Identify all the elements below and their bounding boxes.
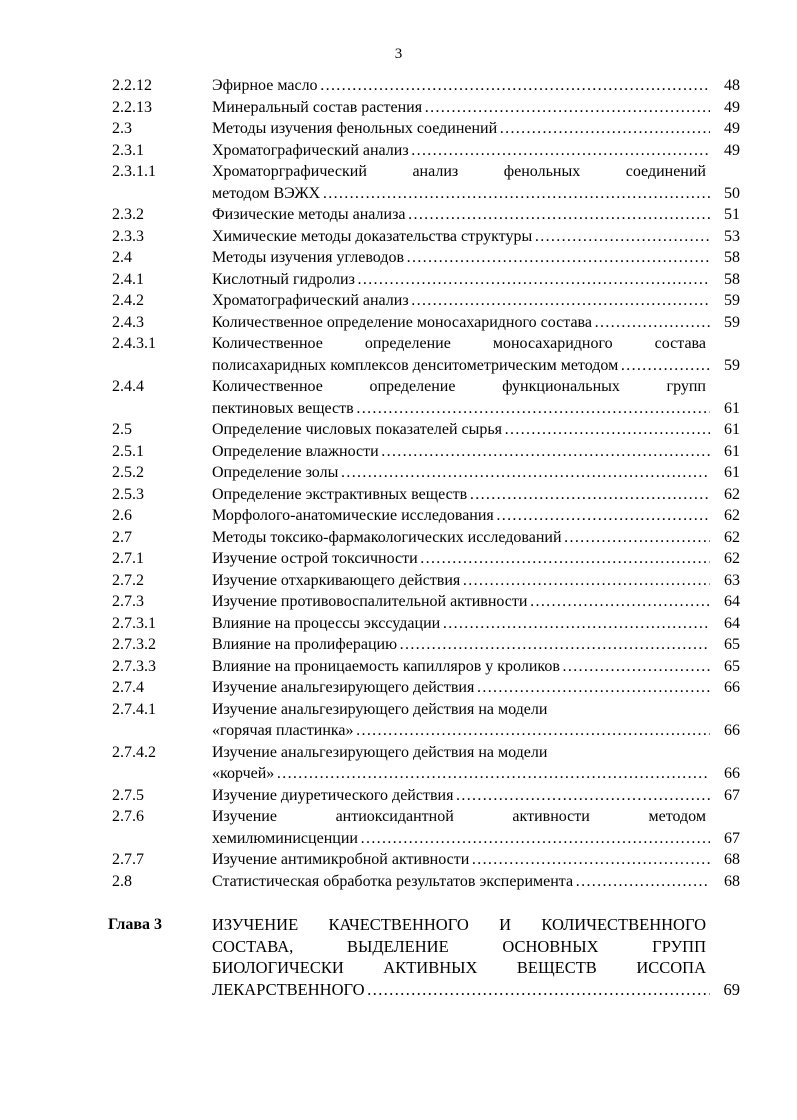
toc-entry: [0, 312, 797, 334]
entry-number: 2.7.3.2: [112, 636, 156, 653]
toc-entry: [0, 376, 797, 419]
entry-line: [212, 204, 740, 226]
toc-entry: [0, 204, 797, 226]
entry-line: [212, 763, 740, 785]
entry-line: [212, 183, 740, 205]
entry-number: 2.3.2: [112, 206, 144, 223]
entry-number: 2.7.2: [112, 571, 144, 589]
dot-leader: [564, 527, 710, 549]
entry-body: [212, 699, 740, 742]
entry-title: Методы токсико-фармакологических исследований: [212, 528, 562, 546]
entry-body: [212, 914, 740, 1000]
entry-line: [212, 656, 740, 678]
page-ref: 61: [724, 464, 740, 481]
entry-line: [212, 462, 740, 484]
page-ref: 58: [724, 270, 740, 288]
entry-body: [212, 806, 740, 849]
page-ref: 53: [724, 227, 740, 245]
toc-entry: [0, 290, 797, 312]
entry-body: [212, 849, 740, 871]
dot-leader: [276, 763, 710, 785]
entry-title: Химические методы доказательства структуры: [212, 227, 533, 245]
dot-leader: [407, 204, 710, 226]
entry-number: 2.5.2: [112, 464, 144, 481]
entry-title: Влияние на процессы экссудации: [212, 614, 441, 632]
toc-entry: [0, 161, 797, 204]
entry-title: Физические методы анализа: [212, 206, 406, 223]
entry-body: [212, 269, 740, 291]
dot-leader: [442, 613, 710, 635]
entry-body: [212, 140, 740, 162]
toc-entry: [0, 441, 797, 463]
page-ref: 66: [724, 679, 740, 696]
toc-entry: [0, 247, 797, 269]
entry-number: 2.3.1.1: [112, 163, 156, 180]
toc-entry: [0, 419, 797, 441]
entry-number: 2.7.4.1: [112, 700, 156, 718]
entry-line: Количественное определение функциональных групп: [212, 378, 706, 395]
toc-entry: [0, 656, 797, 678]
entry-title: Эфирное масло: [212, 77, 318, 94]
entry-number: 2.7.3.3: [112, 657, 156, 675]
dot-leader: [406, 247, 710, 269]
entry-number: 2.7.4.2: [112, 743, 156, 761]
entry-title: Кислотный гидролиз: [212, 270, 355, 288]
entry-line: [212, 355, 740, 377]
dot-leader: [575, 871, 710, 893]
entry-number: 2.7.6: [112, 808, 144, 825]
entry-title: методом ВЭЖХ: [212, 184, 321, 202]
entry-number: 2.5.3: [112, 485, 144, 503]
dot-leader: [322, 183, 710, 205]
entry-body: [212, 75, 740, 97]
page-ref: 63: [724, 571, 740, 589]
page-ref: 66: [724, 722, 740, 739]
entry-title: Изучение острой токсичности: [212, 550, 418, 567]
entry-title: Методы изучения фенольных соединений: [212, 120, 498, 137]
dot-leader: [424, 97, 710, 119]
dot-leader: [411, 290, 710, 312]
entry-number: 2.7.5: [112, 786, 144, 804]
entry-number: 2.4.4: [112, 378, 144, 395]
dot-leader: [420, 548, 710, 570]
toc-entry: [0, 613, 797, 635]
toc-entry: [0, 699, 797, 742]
page-ref: 59: [724, 292, 740, 309]
entry-number: 2.7.4: [112, 679, 144, 696]
toc-entry: [0, 806, 797, 849]
toc-entry: [0, 333, 797, 376]
entry-number: 2.5.1: [112, 442, 144, 460]
toc-entry: [0, 742, 797, 785]
entry-line: [212, 419, 740, 441]
dot-leader: [360, 828, 710, 850]
dot-leader: [367, 979, 710, 1001]
entry-line: [212, 699, 740, 721]
entry-line: [212, 226, 740, 248]
entry-title: Определение экстрактивных веществ: [212, 485, 468, 503]
entry-title: Влияние на пролиферацию: [212, 636, 398, 653]
entry-line: [212, 979, 740, 1001]
entry-number: 2.3.1: [112, 141, 144, 159]
table-of-contents: [0, 75, 797, 1000]
entry-title: Изучение анальгезирующего действия: [212, 679, 475, 696]
dot-leader: [462, 570, 710, 592]
entry-number: 2.4.1: [112, 270, 144, 288]
entry-line: [212, 871, 740, 893]
entry-title: пектиновых веществ: [212, 399, 354, 417]
entry-number: 2.7: [112, 528, 132, 546]
entry-body: [212, 333, 740, 376]
entry-body: [212, 742, 740, 785]
dot-leader: [356, 720, 710, 742]
toc-entry: [0, 226, 797, 248]
entry-line: [212, 140, 740, 162]
entry-body: [212, 613, 740, 635]
entry-number: 2.3.3: [112, 227, 144, 245]
entry-line: [212, 527, 740, 549]
entry-title: ЛЕКАРСТВЕННОГО: [212, 979, 365, 999]
entry-line: ИЗУЧЕНИЕ КАЧЕСТВЕННОГО И КОЛИЧЕСТВЕННОГО: [212, 915, 706, 934]
page-ref: 62: [724, 550, 740, 567]
page-ref: 58: [724, 249, 740, 266]
entry-line: [212, 505, 740, 527]
entry-line: [212, 613, 740, 635]
entry-title: Изучение отхаркивающего действия: [212, 571, 461, 589]
entry-body: [212, 419, 740, 441]
entry-title: Определение числовых показателей сырья: [212, 421, 503, 438]
entry-body: [212, 462, 740, 484]
entry-number: 2.4.3.1: [112, 335, 156, 352]
dot-leader: [340, 462, 710, 484]
entry-line: СОСТАВА, ВЫДЕЛЕНИЕ ОСНОВНЫХ ГРУПП: [212, 936, 706, 956]
entry-line: Количественное определение моносахаридного состава: [212, 335, 706, 352]
dot-leader: [356, 398, 710, 420]
entry-line: [212, 849, 740, 871]
entry-body: [212, 656, 740, 678]
page-ref: 64: [724, 593, 740, 610]
dot-leader: [594, 312, 710, 334]
entry-title: Изучение противовоспалительной активности: [212, 593, 528, 610]
entry-title: полисахаридных комплексов денситометрическим методом: [212, 356, 619, 374]
entry-title: Изучение антимикробной активности: [212, 851, 470, 868]
page-ref: 48: [724, 77, 740, 94]
entry-line: [212, 312, 740, 334]
toc-entry: [0, 849, 797, 871]
dot-leader: [411, 140, 710, 162]
entry-body: [212, 247, 740, 269]
entry-body: [212, 204, 740, 226]
entry-number: 2.4.2: [112, 292, 144, 309]
entry-title: Изучение анальгезирующего действия на модели: [212, 700, 548, 718]
dot-leader: [471, 849, 710, 871]
entry-line: [212, 97, 740, 119]
entry-number: 2.2.13: [112, 98, 152, 116]
entry-line: [212, 591, 740, 613]
chapter-entry: [0, 914, 797, 1000]
page-ref: 50: [724, 184, 740, 202]
toc-entry: [0, 677, 797, 699]
page-ref: 65: [724, 636, 740, 653]
entry-number: 2.7.1: [112, 550, 144, 567]
dot-leader: [357, 269, 710, 291]
entry-body: [212, 376, 740, 419]
toc-entry: [0, 97, 797, 119]
page-ref: 49: [724, 120, 740, 137]
page-ref: 61: [724, 399, 740, 417]
dot-leader: [399, 634, 710, 656]
page-ref: 61: [724, 421, 740, 438]
dot-leader: [469, 484, 710, 506]
entry-number: 2.5: [112, 421, 132, 438]
toc-entry: [0, 484, 797, 506]
entry-line: [212, 634, 740, 656]
entry-title: Хроматографический анализ: [212, 141, 409, 159]
page-ref: 62: [724, 485, 740, 503]
dot-leader: [496, 505, 710, 527]
toc-entry: [0, 570, 797, 592]
entry-number: 2.2.12: [112, 77, 152, 94]
entry-line: [212, 118, 740, 140]
page-ref: 69: [723, 979, 740, 999]
dot-leader: [320, 75, 710, 97]
entry-title: «корчей»: [212, 765, 275, 782]
entry-title: Влияние на проницаемость капилляров у кроликов: [212, 657, 560, 675]
page-ref: 65: [724, 657, 740, 675]
page-ref: 59: [724, 356, 740, 374]
entry-body: [212, 290, 740, 312]
entry-line: [212, 247, 740, 269]
entry-number: 2.8: [112, 872, 132, 890]
entry-number: 2.6: [112, 507, 132, 524]
entry-line: [212, 75, 740, 97]
entry-title: Хроматографический анализ: [212, 292, 409, 309]
entry-body: [212, 677, 740, 699]
entry-body: [212, 527, 740, 549]
page-ref: 51: [724, 206, 740, 223]
entry-line: [212, 290, 740, 312]
entry-title: Минеральный состав растения: [212, 98, 423, 116]
dot-leader: [455, 785, 710, 807]
entry-title: Статистическая обработка результатов эксперимента: [212, 872, 574, 890]
dot-leader: [381, 441, 710, 463]
entry-number: 2.7.3.1: [112, 614, 156, 632]
entry-body: [212, 591, 740, 613]
entry-line: [212, 742, 740, 764]
entry-number: 2.7.3: [112, 593, 144, 610]
entry-number: Глава 3: [108, 916, 162, 933]
dot-leader: [562, 656, 710, 678]
entry-line: [212, 828, 740, 850]
entry-line: [212, 398, 740, 420]
entry-line: Хроматорграфический анализ фенольных соединений: [212, 163, 706, 180]
toc-entry: [0, 140, 797, 162]
toc-entry: [0, 548, 797, 570]
toc-entry: [0, 785, 797, 807]
entry-line: [212, 548, 740, 570]
entry-line: Изучение антиоксидантной активности методом: [212, 808, 706, 825]
entry-title: Изучение анальгезирующего действия на модели: [212, 743, 548, 761]
entry-body: [212, 570, 740, 592]
dot-leader: [620, 355, 710, 377]
entry-body: [212, 634, 740, 656]
toc-entry: [0, 505, 797, 527]
entry-number: 2.4.3: [112, 313, 144, 331]
entry-title: Определение золы: [212, 464, 339, 481]
entry-line: [212, 269, 740, 291]
page-ref: 59: [724, 313, 740, 331]
entry-body: [212, 97, 740, 119]
entry-body: [212, 441, 740, 463]
toc-entry: [0, 118, 797, 140]
entry-body: [212, 785, 740, 807]
dot-leader: [476, 677, 710, 699]
dot-leader: [504, 419, 710, 441]
entry-line: [212, 785, 740, 807]
page-number: 3: [394, 46, 403, 62]
entry-body: [212, 505, 740, 527]
toc-entry: [0, 269, 797, 291]
entry-line: [212, 677, 740, 699]
page-ref: 67: [724, 786, 740, 804]
dot-leader: [499, 118, 710, 140]
page-ref: 49: [724, 141, 740, 159]
toc-entry: [0, 634, 797, 656]
entry-title: «горячая пластинка»: [212, 722, 354, 739]
page-ref: 66: [724, 765, 740, 782]
page-ref: 64: [724, 614, 740, 632]
toc-entry: [0, 591, 797, 613]
entry-title: Методы изучения углеводов: [212, 249, 405, 266]
entry-line: [212, 484, 740, 506]
entry-body: [212, 161, 740, 204]
entry-line: БИОЛОГИЧЕСКИ АКТИВНЫХ ВЕЩЕСТВ ИССОПА: [212, 958, 706, 977]
entry-line: [212, 570, 740, 592]
entry-body: [212, 548, 740, 570]
entry-body: [212, 118, 740, 140]
page-ref: 67: [724, 829, 740, 847]
toc-entry: [0, 75, 797, 97]
entry-number: 2.4: [112, 249, 132, 266]
toc-entry: [0, 462, 797, 484]
entry-title: Определение влажности: [212, 442, 379, 460]
dot-leader: [534, 226, 710, 248]
entry-title: Морфолого-анатомические исследования: [212, 507, 494, 524]
entry-number: 2.3: [112, 120, 132, 137]
page-ref: 68: [724, 872, 740, 890]
entry-line: [212, 441, 740, 463]
entry-title: Количественное определение моносахаридного состава: [212, 313, 592, 331]
page-ref: 49: [724, 98, 740, 116]
page-ref: 68: [724, 851, 740, 868]
entry-title: хемилюминисценции: [212, 829, 358, 847]
entry-body: [212, 871, 740, 893]
entry-body: [212, 226, 740, 248]
toc-entry: [0, 871, 797, 893]
dot-leader: [529, 591, 710, 613]
entry-body: [212, 484, 740, 506]
toc-entry: [0, 527, 797, 549]
entry-title: Изучение диуретического действия: [212, 786, 454, 804]
entry-body: [212, 312, 740, 334]
page-ref: 61: [724, 442, 740, 460]
page-ref: 62: [724, 528, 740, 546]
entry-line: [212, 720, 740, 742]
page-ref: 62: [724, 507, 740, 524]
entry-number: 2.7.7: [112, 851, 144, 868]
